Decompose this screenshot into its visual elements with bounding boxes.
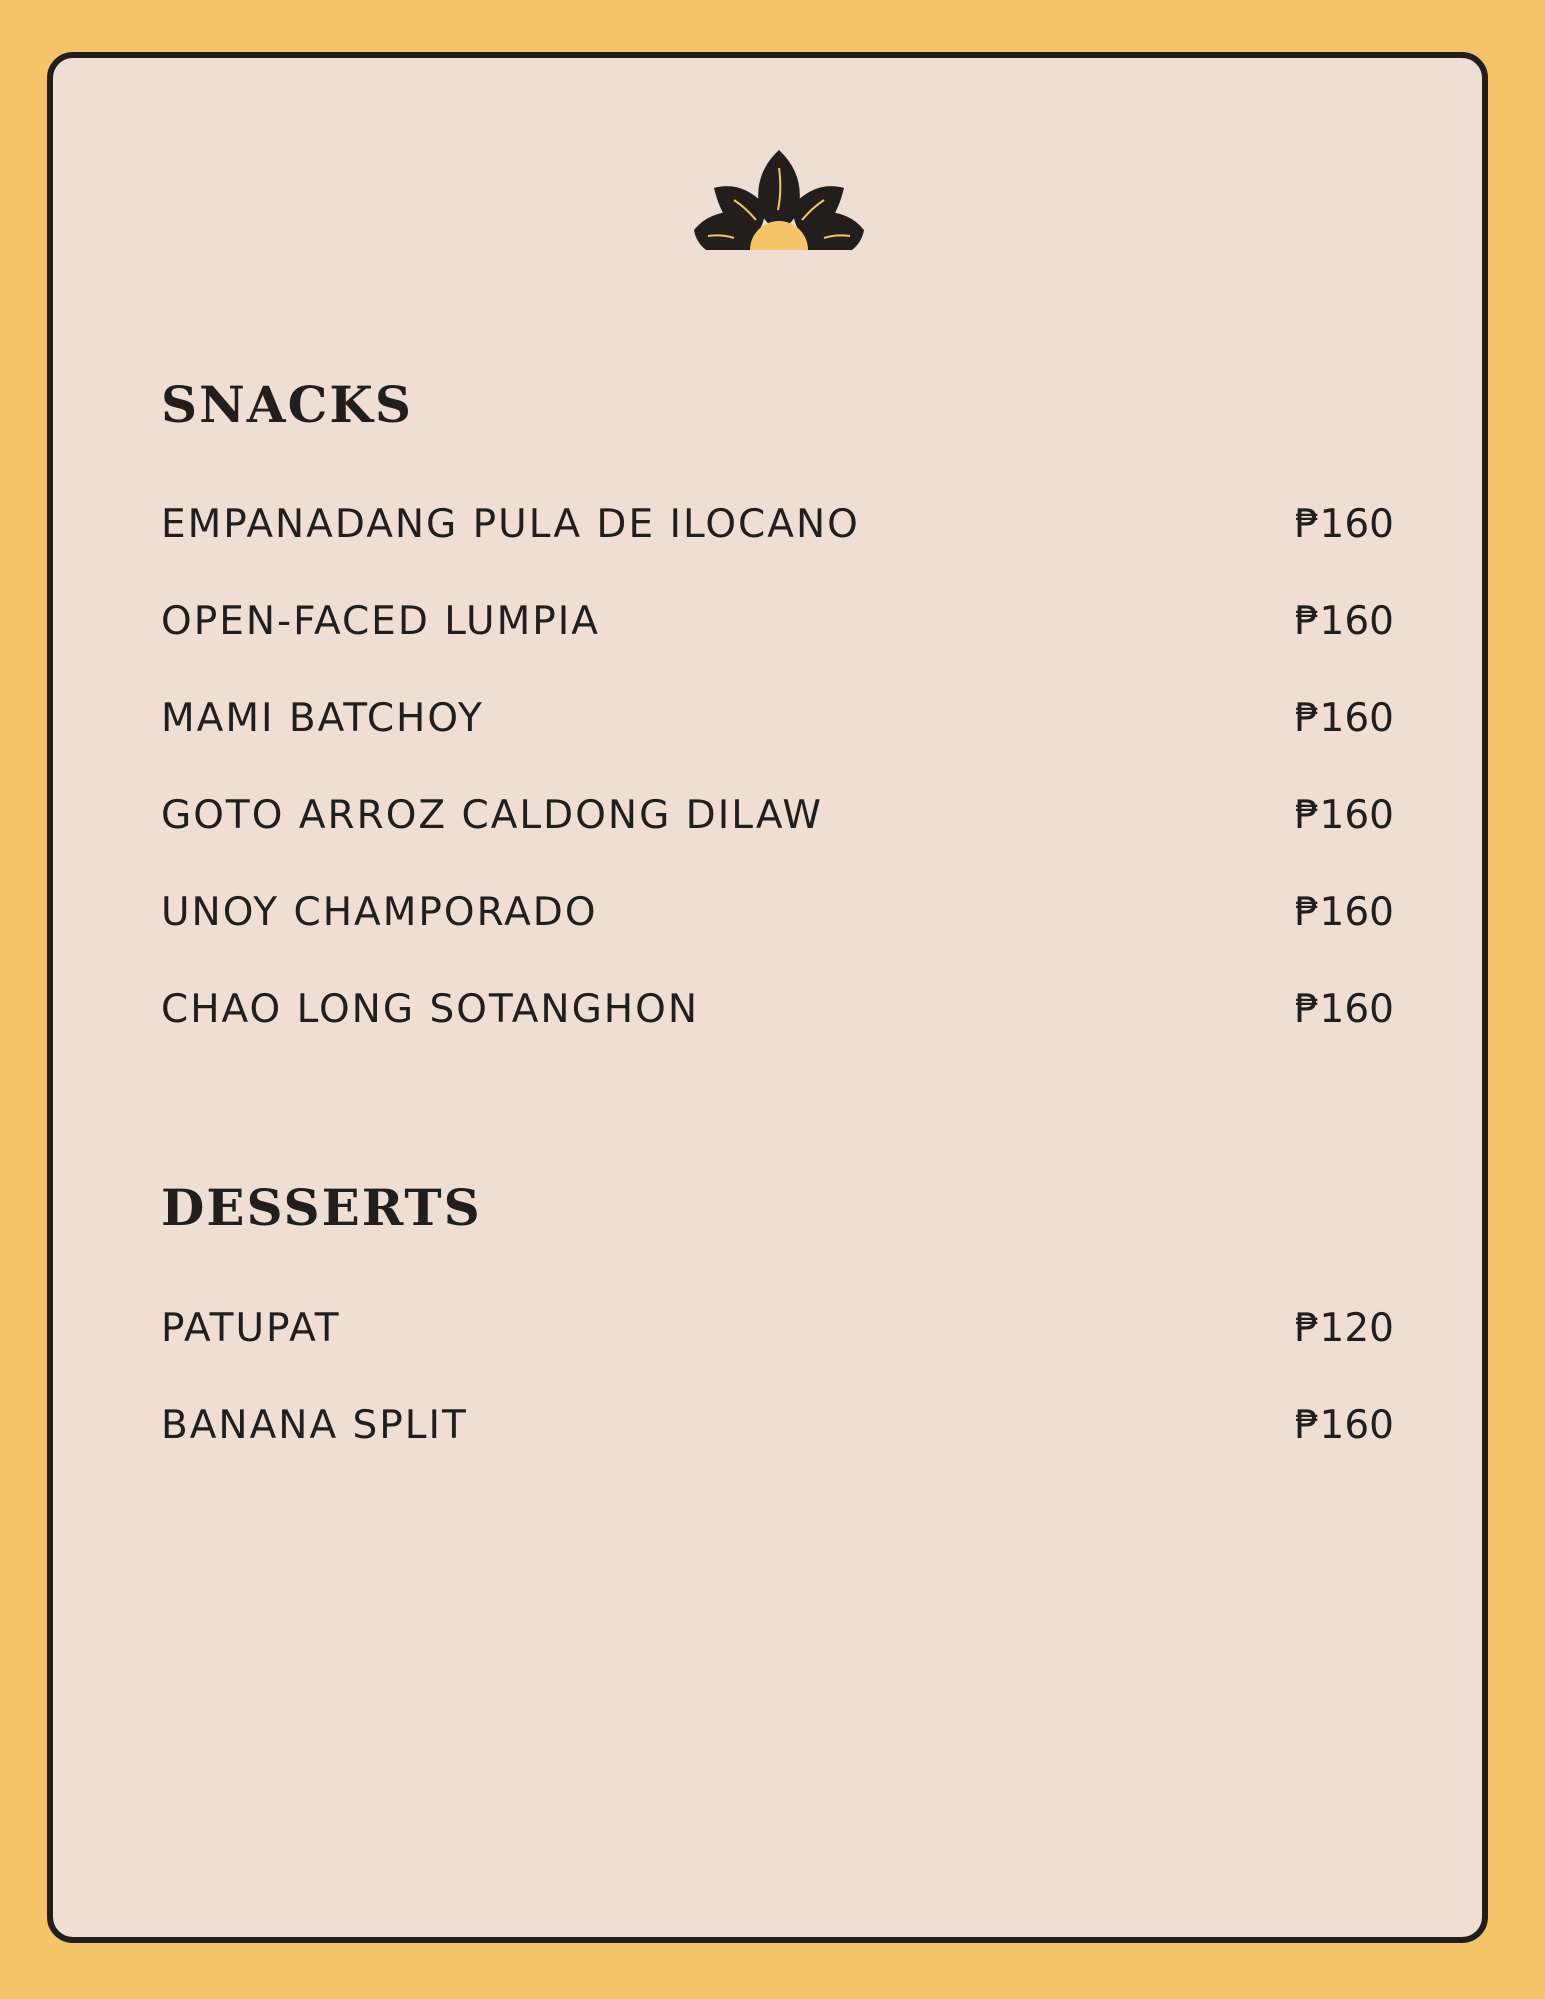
item-price: ₱160 (1294, 793, 1394, 838)
desserts-list (161, 1306, 1394, 1503)
menu-item (161, 890, 1394, 990)
item-name: EMPANADANG PULA DE ILOCANO (161, 502, 860, 547)
menu-item (161, 1403, 1394, 1503)
menu-item (161, 793, 1394, 893)
menu-item (161, 502, 1394, 602)
menu-item (161, 696, 1394, 796)
item-name: GOTO ARROZ CALDONG DILAW (161, 793, 823, 838)
item-name: BANANA SPLIT (161, 1403, 468, 1448)
menu-item (161, 987, 1394, 1087)
item-price: ₱160 (1294, 599, 1394, 644)
section-title-desserts: DESSERTS (161, 1178, 482, 1237)
menu-item (161, 599, 1394, 699)
item-name: PATUPAT (161, 1306, 341, 1351)
item-price: ₱160 (1294, 502, 1394, 547)
item-price: ₱160 (1294, 696, 1394, 741)
item-name: MAMI BATCHOY (161, 696, 484, 741)
item-price: ₱160 (1294, 890, 1394, 935)
item-price: ₱160 (1294, 987, 1394, 1032)
item-name: UNOY CHAMPORADO (161, 890, 598, 935)
snacks-list (161, 502, 1394, 1087)
menu-item (161, 1306, 1394, 1406)
item-price: ₱120 (1294, 1306, 1394, 1351)
menu-card (47, 52, 1488, 1943)
item-name: OPEN-FACED LUMPIA (161, 599, 600, 644)
flower-sun-icon (694, 150, 864, 260)
item-price: ₱160 (1294, 1403, 1394, 1448)
item-name: CHAO LONG SOTANGHON (161, 987, 699, 1032)
section-title-snacks: SNACKS (161, 375, 413, 434)
